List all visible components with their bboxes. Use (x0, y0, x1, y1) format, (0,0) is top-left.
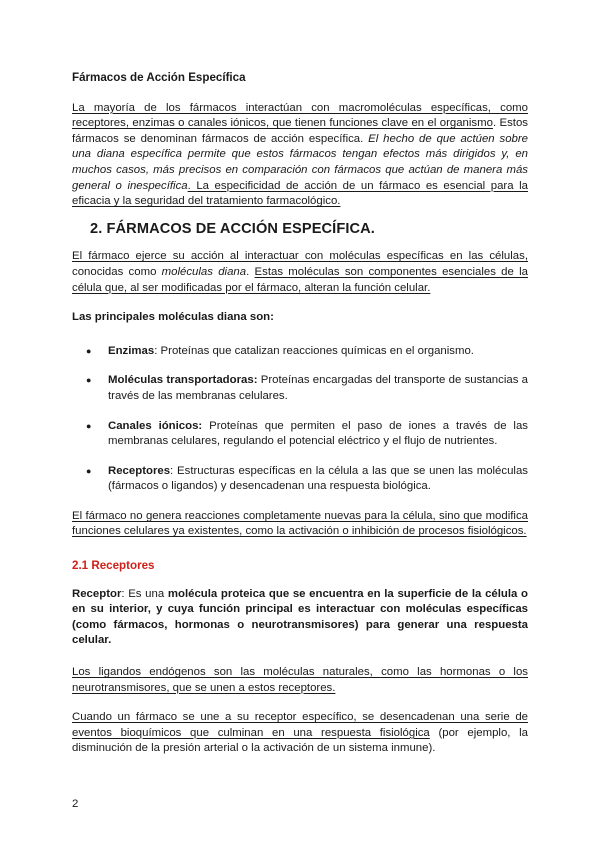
bullet-icon: ● (86, 345, 92, 356)
item-sep: : (170, 464, 174, 477)
response-paragraph (72, 710, 528, 757)
item-sep: : (154, 344, 158, 357)
bullet-icon: ● (86, 420, 92, 431)
intro-paragraph (72, 101, 528, 210)
ligands-paragraph: Los ligandos endógenos son las moléculas naturales, como las hormonas o los neurotransmisores, que se unen a estos receptores. (72, 666, 528, 694)
document-page (72, 64, 528, 757)
p5-text-1: (por ejemplo, la disminución de la presión arterial o la activación de un sistema inmune). (72, 726, 528, 755)
intro-italic-1: El hecho de que actúen sobre una diana específica permite que estos fármacos tengan efectos más dirigidos y, en muchos casos, más precisos en comparación con fármacos que actúan de manera más general o inespecífica (72, 132, 528, 192)
list-item (86, 373, 528, 404)
intro-underlined-2: . La especificidad de acción de un fármaco es esencial para la eficacia y la seguridad del tratamiento farmacológico. (72, 179, 528, 208)
item-text: Estructuras específicas en la célula a las que se unen las moléculas (fármacos o ligandos) y desencadenan una respuesta biológica. (108, 464, 528, 493)
bullet-icon: ● (86, 375, 92, 386)
item-term: Enzimas (108, 344, 155, 357)
target-molecule-list (72, 344, 528, 495)
item-text: Proteínas que catalizan reacciones químicas en el organismo. (157, 344, 474, 357)
receptor-definition (72, 587, 528, 649)
list-intro: Las principales moléculas diana son: (72, 311, 274, 324)
top-heading: Fármacos de Acción Específica (72, 71, 246, 84)
section-paragraph (72, 249, 528, 296)
subsection-title: 2.1 Receptores (72, 559, 155, 573)
list-item (86, 419, 528, 450)
p2-underlined-1: El fármaco ejerce su acción al interactuar con moléculas específicas en las células, (72, 250, 528, 263)
item-term: Canales iónicos: (108, 419, 203, 432)
p2-text-2: . (246, 265, 255, 278)
list-item (86, 464, 528, 495)
item-term: Moléculas transportadoras: (108, 374, 258, 387)
section-title: 2. FÁRMACOS DE ACCIÓN ESPECÍFICA. (90, 220, 375, 237)
p2-text-1: conocidas como (72, 265, 162, 278)
intro-underlined-1: La mayoría de los fármacos interactúan con macromoléculas específicas, como receptores, enzimas o canales iónicos, que tienen funciones clave en el organismo (72, 101, 528, 130)
p5-underlined-1: Cuando un fármaco se une a su receptor específico, se desencadenan una serie de eventos bioquímicos que culminan en una respuesta fisiológica (72, 711, 528, 739)
intro-text-1: . Estos fármacos se denominan fármacos de acción específica. (72, 117, 528, 145)
item-text: Proteínas encargadas del transporte de sustancias a través de las membranas celulares. (108, 374, 528, 402)
item-text: Proteínas que permiten el paso de iones a través de las membranas celulares, regulando el potencial eléctrico y el flujo de nutrientes. (108, 419, 528, 448)
page-number: 2 (72, 798, 79, 810)
receptor-bold-1: molécula proteica que se encuentra en la superficie de la célula o en su interior, y cuya función principal es interactuar con moléculas específicas (como fármacos, hormonas o neurotransmisores) para generar una respuesta celular. (72, 587, 528, 647)
list-item (86, 344, 528, 360)
receptor-term: Receptor (72, 587, 122, 600)
receptor-text-1: : Es una (121, 587, 168, 600)
modification-paragraph: El fármaco no genera reacciones completamente nuevas para la célula, sino que modifica funciones celulares ya existentes, como la activación o inhibición de procesos fisiológicos. (72, 509, 528, 538)
item-term: Receptores (108, 464, 171, 477)
bullet-icon: ● (86, 465, 92, 476)
p2-underlined-2: Estas moléculas son componentes esenciales de la célula que, al ser modificadas por el fármaco, alteran la función celular. (72, 265, 528, 294)
p2-italic-1: moléculas diana (161, 265, 247, 278)
